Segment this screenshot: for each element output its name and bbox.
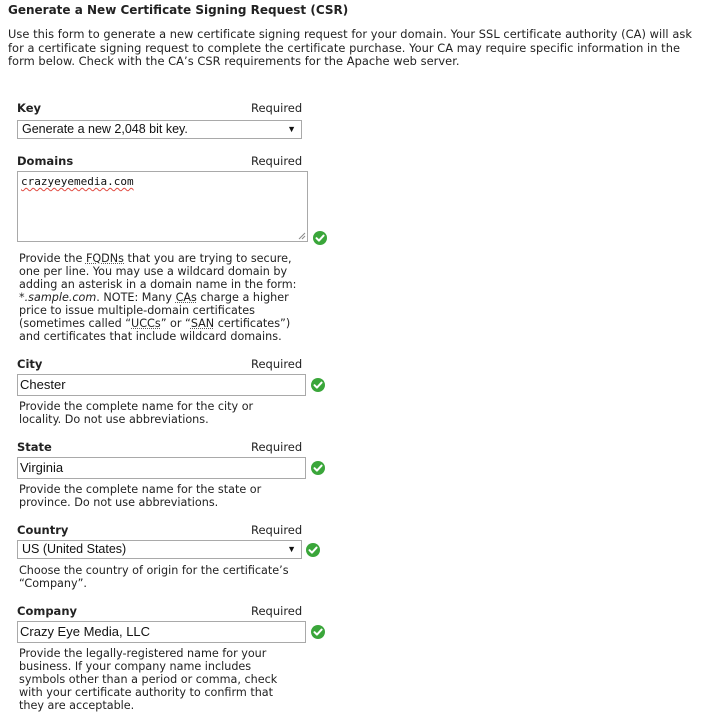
domains-help-part: certificates”) and certificates that include wildcard domains. [19,317,291,343]
key-select[interactable] [17,120,302,139]
domains-help-part: Provide the [19,252,86,265]
company-label-row [17,604,327,620]
city-field [17,357,327,373]
domains-required-label: Required [251,154,303,168]
city-label: City [17,357,43,371]
key-field [17,101,327,117]
state-required-label: Required [251,440,303,454]
country-label: Country [17,523,69,537]
domains-textarea-value: crazyeyemedia.com [21,175,134,188]
domains-help-part: charge a higher price to issue multiple-domain certificates (sometimes called “ [19,291,289,330]
san-abbr: SAN [190,317,215,330]
state-input[interactable] [17,457,306,479]
fqdns-abbr: FQDNs [85,252,124,265]
resize-handle-icon[interactable] [298,232,306,240]
domains-help-part: ” or “ [160,317,191,330]
company-label: Company [17,604,77,618]
key-label: Key [17,101,42,115]
state-help-text: Provide the complete name for the state or province. Do not use abbreviations. [19,483,262,509]
domains-label: Domains [17,154,74,168]
city-valid-check-icon [311,378,325,392]
state-field [17,440,327,456]
cas-abbr: CAs [175,291,197,304]
company-input[interactable] [17,621,306,643]
domains-label-row [17,154,327,170]
domains-valid-check-icon [313,231,327,245]
uccs-abbr: UCCs [131,317,161,330]
domains-help-part: . NOTE: Many [96,291,176,304]
state-input-value: Virginia [20,460,64,475]
company-required-label: Required [251,604,303,618]
intro-text: Use this form to generate a new certificate signing request for your domain. Your SSL certificate authority (CA) will ask for a certificate signing request to complete the certificate purchase. Your CA may require specific information in the form below. Check with the CA’s CSR requirements for the Apache web server. [8,27,692,68]
chevron-down-icon: ▼ [287,544,296,554]
key-label-row [17,101,327,117]
city-input[interactable] [17,374,306,396]
country-label-row [17,523,327,539]
wildcard-example: *.sample.com [19,291,97,304]
state-label: State [17,440,52,454]
page-title: Generate a New Certificate Signing Request (CSR) [8,3,349,17]
chevron-down-icon: ▼ [287,124,296,134]
company-field [17,604,327,620]
country-field [17,523,327,539]
key-required-label: Required [251,101,303,115]
city-label-row [17,357,327,373]
state-valid-check-icon [311,461,325,475]
city-input-value: Chester [20,377,66,392]
domains-textarea[interactable] [17,171,308,242]
country-valid-check-icon [306,543,320,557]
company-input-value: Crazy Eye Media, LLC [20,624,151,639]
company-help-text: Provide the legally-registered name for your business. If your company name includes symbols other than a period or comma, check with your certificate authority to confirm that they are acceptable. [19,647,278,712]
city-required-label: Required [251,357,303,371]
country-select[interactable] [17,540,302,559]
country-help-text: Choose the country of origin for the certificate’s “Company”. [19,564,289,590]
state-label-row [17,440,327,456]
domains-field [17,154,327,170]
country-select-value: US (United States) [22,542,127,556]
domains-help-text [19,252,304,343]
country-required-label: Required [251,523,303,537]
domains-help-part: that you are trying to secure, one per line. You may use a wildcard domain by adding an asterisk in a domain name in the form: [19,252,297,291]
city-help-text: Provide the complete name for the city or locality. Do not use abbreviations. [19,400,254,426]
company-valid-check-icon [311,625,325,639]
key-select-value: Generate a new 2,048 bit key. [22,122,188,136]
